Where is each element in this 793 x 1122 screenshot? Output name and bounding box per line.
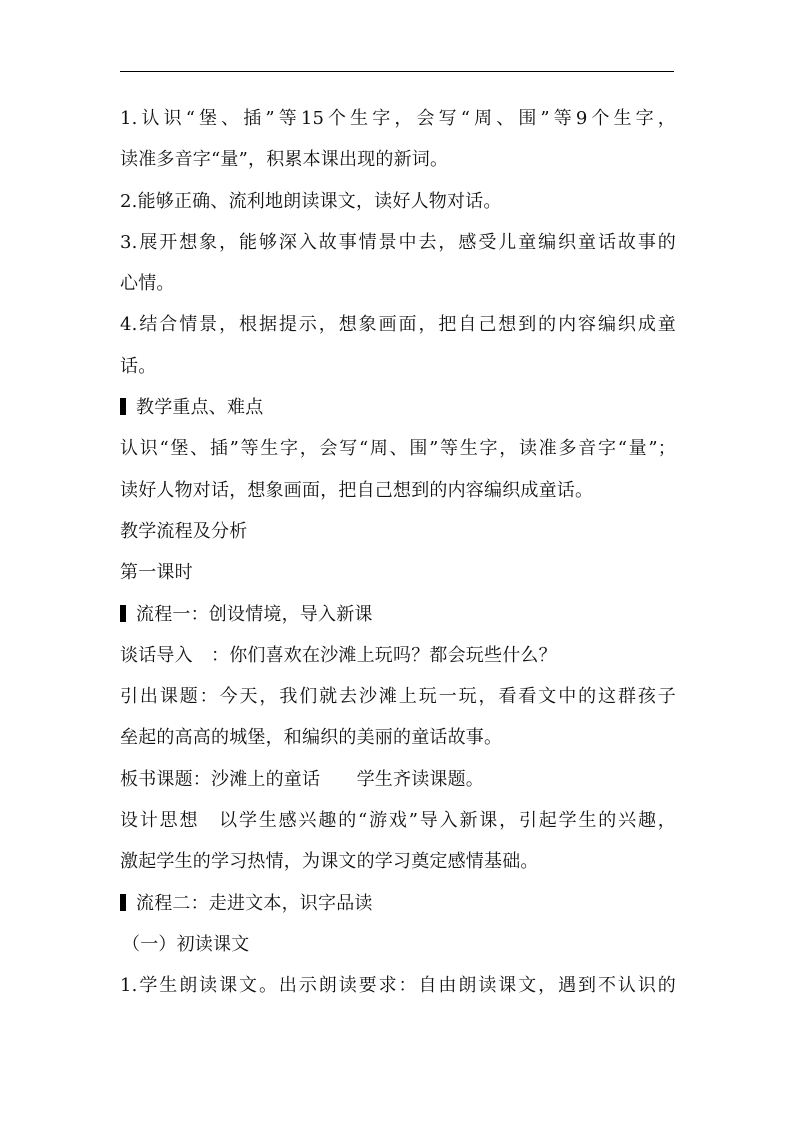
step1-line-1: 谈话导入 ：你们喜欢在沙滩上玩吗？都会玩些什么？ xyxy=(120,644,557,666)
step1-line-6: 激起学生的学习热情，为课文的学习奠定感情基础。 xyxy=(120,851,539,873)
objective-line-1: 1.认识“堡、插”等15个生字，会写“周、围”等9个生字， xyxy=(120,108,676,129)
objective-line-3: 2.能够正确、流利地朗读课文，读好人物对话。 xyxy=(120,190,502,212)
key-points-line-1: 认识“堡、插”等生字，会写“周、围”等生字，读准多音字“量”； xyxy=(120,438,676,460)
step2-sub-heading: （一）初读课文 xyxy=(122,933,250,955)
key-points-heading xyxy=(120,387,676,428)
step2-line-1: 1.学生朗读课文。出示朗读要求：自由朗读课文，遇到不认识的 xyxy=(120,975,676,997)
header-rule xyxy=(120,71,674,72)
step1-heading xyxy=(120,594,676,635)
step1-line-3: 垒起的高高的城堡，和编织的美丽的童话故事。 xyxy=(120,727,503,749)
objective-line-7: 话。 xyxy=(120,355,157,377)
heading-bar-icon xyxy=(120,398,126,415)
objective-line-6: 4.结合情景，根据提示，想象画面，把自己想到的内容编织成童 xyxy=(120,314,676,336)
key-points-line-2: 读好人物对话，想象画面，把自己想到的内容编织成童话。 xyxy=(120,479,594,501)
objective-line-2: 读准多音字“量”，积累本课出现的新词。 xyxy=(120,149,449,171)
step2-heading xyxy=(120,883,676,924)
step1-line-2: 引出课题：今天，我们就去沙滩上玩一玩，看看文中的这群孩子 xyxy=(120,686,676,708)
objective-line-5: 心情。 xyxy=(120,273,175,295)
flow-title: 教学流程及分析 xyxy=(120,520,248,542)
heading-bar-icon xyxy=(120,894,126,911)
objective-line-4: 3.展开想象，能够深入故事情景中去，感受儿童编织童话故事的 xyxy=(120,231,676,253)
key-points-heading-text: 教学重点、难点 xyxy=(136,397,264,419)
step1-line-4: 板书课题：沙滩上的童话 学生齐读课题。 xyxy=(120,768,484,790)
step2-heading-text: 流程二：走进文本，识字品读 xyxy=(136,892,373,914)
document-body xyxy=(120,98,676,1007)
heading-bar-icon xyxy=(120,605,126,622)
step1-heading-text: 流程一：创设情境，导入新课 xyxy=(136,603,373,625)
step1-line-5: 设计思想 以学生感兴趣的“游戏”导入新课，引起学生的兴趣， xyxy=(120,810,676,832)
lesson-title: 第一课时 xyxy=(120,562,193,584)
